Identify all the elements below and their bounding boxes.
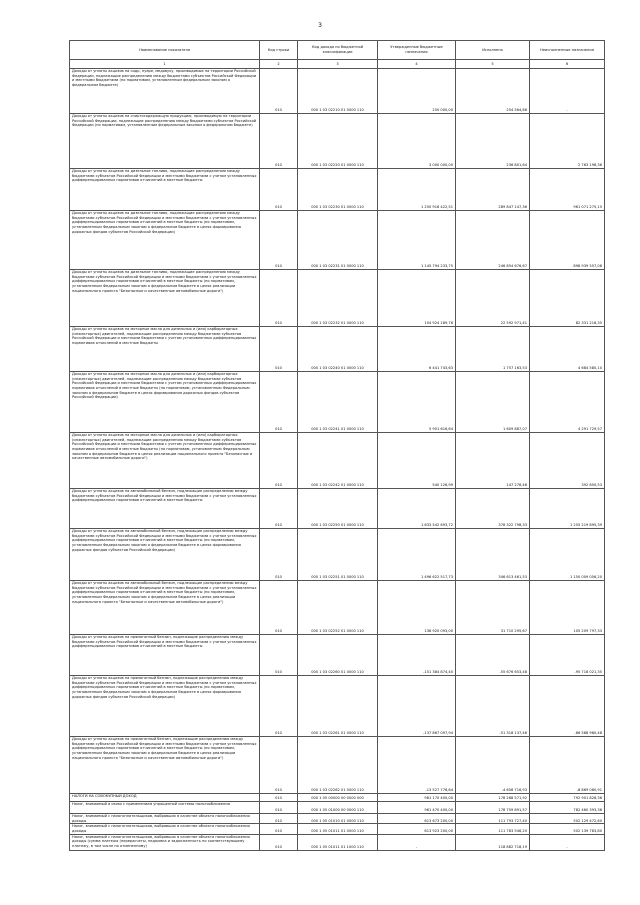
column-index-row [70,60,605,69]
row-kbk: 000 1 05 01011 01 0000 110 [298,824,378,834]
table-row [70,270,605,327]
row-remaining: -8 869 060,91 [530,737,605,794]
row-code: 010 [260,169,298,211]
row-approved: 6 441 743,63 [378,327,456,372]
row-executed: 178 759 891,57 [456,802,530,814]
row-code: 010 [260,489,298,529]
row-kbk: 000 1 03 02232 01 0000 110 [298,270,378,327]
row-remaining: 502 139 783,80 [530,824,605,834]
row-approved: 104 924 189,76 [378,270,456,327]
row-approved: 613 673 200,00 [378,814,456,824]
row-kbk: 000 1 05 01010 01 0000 110 [298,814,378,824]
row-approved: 1 250 918 422,51 [378,169,456,211]
row-executed: 378 322 798,33 [456,489,530,529]
row-name: Доходы от уплаты акцизов на автомобильный бензин, подлежащие распределению между бюджетами субъектов Российской Федерации и местными бюджетами с учетом установленных дифференцированных нормативов отчислений в местные бюджеты (по нормативам, установленным Федеральным законом о федеральном бюджете в целях реализации национального проекта "Безопасные и качественные автомобильные дороги") [70,581,260,635]
row-remaining: 792 901 828,36 [530,794,605,802]
row-executed: 31 710 295,67 [456,581,530,635]
column-header-kbk: Код дохода по бюджетной классификации [298,41,378,60]
table-row [70,169,605,211]
row-approved: 613 923 200,00 [378,824,456,834]
row-kbk: 000 1 03 02251 01 0000 110 [298,529,378,581]
column-header-approved: Утвержденные бюджетные назначения [378,41,456,60]
row-kbk: 000 1 03 02220 01 0000 110 [298,114,378,169]
revenue-report-table [69,40,605,851]
row-code: 010 [260,69,298,114]
row-name: Доходы от уплаты акцизов на сидр, пуаре, медовуху, производимые на территории Российской Федерации, подлежащие распределению между бюджетами субъектов Российской Федерации и местными бюджетами (по нормативам, установленным федеральным законом о федеральном бюджете) [70,69,260,114]
row-approved: 1 633 542 693,72 [378,489,456,529]
row-executed: 236 801,64 [456,114,530,169]
table-row [70,211,605,270]
row-approved: -137 867 097,94 [378,676,456,737]
table-row [70,676,605,737]
table-row [70,802,605,814]
row-code: 010 [260,737,298,794]
column-index: 4 [378,60,456,69]
header-row [70,41,605,60]
row-executed: 111 793 727,40 [456,814,530,824]
column-index: 3 [298,60,378,69]
row-executed: 111 783 546,20 [456,824,530,834]
row-name: НАЛОГИ НА СОВОКУПНЫЙ ДОХОД [70,794,260,802]
column-header-code: Код строки [260,41,298,60]
column-header-remaining: Неисполненные назначения [530,41,605,60]
row-kbk: 000 1 03 02260 01 0000 110 [298,635,378,676]
row-kbk: 000 1 03 02250 01 0000 110 [298,489,378,529]
column-index: 1 [70,60,260,69]
row-kbk: 000 1 03 02241 01 0000 110 [298,372,378,433]
row-name: Доходы от уплаты акцизов на прямогонный бензин, подлежащие распределению между бюджетами субъектов Российской Федерации и местными бюджетами с учетом установленных дифференцированных нормативов отчислений в местные бюджеты (по нормативам, установленным Федеральным законом о федеральном бюджете в целях реализации национального проекта "Безопасные и качественные автомобильные дороги") [70,737,260,794]
table-row [70,327,605,372]
row-approved: 1 496 622 517,73 [378,529,456,581]
row-name: Доходы от уплаты акцизов на автомобильный бензин, подлежащие распределению между бюджетами субъектов Российской Федерации и местными бюджетами с учетом установленных дифференцированных нормативов отчислений в местные бюджеты (по нормативам, установленным Федеральным законом о федеральном бюджете в целях формирования дорожных фондов субъектов Российской Федерации) [70,529,260,581]
row-remaining: 961 071 275,15 [530,169,605,211]
row-remaining: 898 939 557,08 [530,211,605,270]
row-name: Доходы от уплаты акцизов на дизельное топливо, подлежащие распределению между бюджетами субъектов Российской Федерации и местными бюджетами с учетом установленных дифференцированных нормативов отчислений в местные бюджеты (по нормативам, установленным Федеральным законом о федеральном бюджете в целях реализации национального проекта "Безопасные и качественные автомобильные дороги") [70,270,260,327]
row-name: Доходы от уплаты акцизов на дизельное топливо, подлежащие распределению между бюджетами субъектов Российской Федерации и местными бюджетами с учетом установленных дифференцированных нормативов отчислений в местные бюджеты [70,169,260,211]
table-row [70,433,605,489]
row-approved: 981 170 400,00 [378,794,456,802]
row-kbk: 000 1 03 02262 01 0000 110 [298,737,378,794]
row-executed: 254 564,66 [456,69,530,114]
row-code: 010 [260,529,298,581]
row-approved: 961 470 400,00 [378,802,456,814]
row-executed: 147 276,46 [456,433,530,489]
row-executed: 289 847 147,36 [456,169,530,211]
row-kbk: 000 1 03 02261 01 0000 110 [298,676,378,737]
row-name: Доходы от уплаты акцизов на прямогонный бензин, подлежащие распределению между бюджетами субъектов Российской Федерации и местными бюджетами с учетом установленных дифференцированных нормативов отчислений в местные бюджеты [70,635,260,676]
row-executed: 118 882 718,19 [456,834,530,850]
row-remaining: 105 209 797,33 [530,581,605,635]
row-approved: -13 527 776,64 [378,737,456,794]
row-kbk: 000 1 03 02230 01 0000 110 [298,169,378,211]
row-remaining: 4 291 729,57 [530,372,605,433]
row-remaining: 502 129 472,60 [530,814,605,824]
row-remaining: 1 150 009 056,20 [530,529,605,581]
table-row [70,814,605,824]
row-executed: 246 854 676,67 [456,211,530,270]
row-remaining: 782 460 393,36 [530,802,605,814]
row-code: 010 [260,824,298,834]
row-code: 010 [260,676,298,737]
row-code: 010 [260,802,298,814]
row-kbk: 000 1 03 02252 01 0000 110 [298,581,378,635]
row-code: 010 [260,211,298,270]
row-remaining: 2 763 198,36 [530,114,605,169]
row-approved: 250 000,00 [378,69,456,114]
row-approved: 136 920 093,00 [378,581,456,635]
table-row [70,69,605,114]
table-row [70,794,605,802]
row-remaining: -86 568 960,48 [530,676,605,737]
row-code: 010 [260,327,298,372]
row-name: Доходы от уплаты акцизов на прямогонный бензин, подлежащие распределению между бюджетами субъектов Российской Федерации и местными бюджетами с учетом установленных дифференцированных нормативов отчислений в местные бюджеты (по нормативам, установленным Федеральным законом о федеральном бюджете в целях формирования дорожных фондов субъектов Российской Федерации) [70,676,260,737]
row-executed: 1 757 163,53 [456,327,530,372]
row-executed: 178 268 571,92 [456,794,530,802]
column-index: 6 [530,60,605,69]
row-executed: 22 592 971,41 [456,270,530,327]
row-approved: -151 384 874,40 [378,635,456,676]
row-remaining: 392 850,53 [530,433,605,489]
row-approved: 1 145 794 233,75 [378,211,456,270]
row-executed: -55 676 653,48 [456,635,530,676]
row-kbk: 000 1 05 01000 00 0000 110 [298,802,378,814]
row-code: 010 [260,635,298,676]
table-row [70,834,605,850]
row-code: 010 [260,814,298,824]
row-name: Доходы от уплаты акцизов на автомобильный бензин, подлежащие распределению между бюджетами субъектов Российской Федерации и местными бюджетами с учетом установленных дифференцированных нормативов отчислений в местные бюджеты [70,489,260,529]
row-code: 010 [260,834,298,850]
row-code: 010 [260,433,298,489]
row-kbk: 000 1 05 00000 00 0000 000 [298,794,378,802]
column-header-name: Наименование показателя [70,41,260,60]
row-executed: 1 609 887,07 [456,372,530,433]
column-index: 5 [456,60,530,69]
page-number: 3 [318,22,322,29]
row-name: Налог, взимаемый с налогоплательщиков, выбравших в качестве объекта налогообложения доходы [70,814,260,824]
row-approved: 3 000 000,00 [378,114,456,169]
row-remaining: 82 331 218,35 [530,270,605,327]
row-code: 010 [260,581,298,635]
row-approved: 540 126,99 [378,433,456,489]
table-row [70,114,605,169]
row-kbk: 000 1 05 01011 01 1000 110 [298,834,378,850]
row-name: Налог, взимаемый в связи с применением упрощенной системы налогообложения [70,802,260,814]
row-name: Доходы от уплаты акцизов на моторные масла для дизельных и (или) карбюраторных (инжекторных) двигателей, подлежащие распределению между бюджетами субъектов Российской Федерации и местными бюджетами с учетом установленных дифференцированных нормативов отчислений в местные бюджеты [70,327,260,372]
row-name: Доходы от уплаты акцизов на моторные масла для дизельных и (или) карбюраторных (инжекторных) двигателей, подлежащие распределению между бюджетами субъектов Российской Федерации и местными бюджетами с учетом установленных дифференцированных нормативов отчислений в местные бюджеты (по нормативам, установленным Федеральным законом о федеральном бюджете в целях формирования дорожных фондов субъектов Российской Федерации) [70,372,260,433]
row-code: 010 [260,114,298,169]
table-row [70,581,605,635]
table-row [70,635,605,676]
row-kbk: 000 1 03 02231 01 0000 110 [298,211,378,270]
row-name: Доходы от уплаты акцизов на спиртосодержащую продукцию, производимую на территории Российской Федерации, подлежащие распределению между бюджетами субъектов Российской Федерации (по нормативам, установленным федеральным законом о федеральном бюджете) [70,114,260,169]
row-code: 010 [260,794,298,802]
row-remaining: - [530,834,605,850]
row-code: 010 [260,372,298,433]
row-remaining: - [530,69,605,114]
row-kbk: 000 1 03 02242 01 0000 110 [298,433,378,489]
table-row [70,489,605,529]
table-row [70,529,605,581]
row-approved: 5 901 616,64 [378,372,456,433]
row-remaining: -95 718 021,35 [530,635,605,676]
row-remaining: 1 255 219 895,39 [530,489,605,529]
row-kbk: 000 1 03 02210 01 0000 110 [298,69,378,114]
column-header-executed: Исполнено [456,41,530,60]
row-name: Налог, взимаемый с налогоплательщиков, выбравших в качестве объекта налогообложения доходы (сумма платежа (перерасчеты, недоимка и задолженность по соответствующему платежу, в том числе по отмененному) [70,834,260,850]
row-code: 010 [260,270,298,327]
column-index: 2 [260,60,298,69]
row-executed: -51 318 137,46 [456,676,530,737]
row-name: Налог, взимаемый с налогоплательщиков, выбравших в качестве объекта налогообложения доходы [70,824,260,834]
table-row [70,372,605,433]
row-name: Доходы от уплаты акцизов на моторные масла для дизельных и (или) карбюраторных (инжекторных) двигателей, подлежащие распределению между бюджетами субъектов Российской Федерации и местными бюджетами с учетом установленных дифференцированных нормативов отчислений в местные бюджеты (по нормативам, установленным Федеральным законом о федеральном бюджете в целях реализации национального проекта "Безопасные и качественные автомобильные дороги") [70,433,260,489]
row-executed: 346 613 461,53 [456,529,530,581]
row-executed: -4 658 716,93 [456,737,530,794]
row-kbk: 000 1 03 02240 01 0000 110 [298,327,378,372]
table-row [70,737,605,794]
row-remaining: 4 684 580,10 [530,327,605,372]
row-approved: - [378,834,456,850]
row-name: Доходы от уплаты акцизов на дизельное топливо, подлежащие распределению между бюджетами субъектов Российской Федерации и местными бюджетами с учетом установленных дифференцированных нормативов отчислений в местные бюджеты (по нормативам, установленным Федеральным законом о федеральном бюджете в целях формирования дорожных фондов субъектов Российской Федерации) [70,211,260,270]
table-row [70,824,605,834]
